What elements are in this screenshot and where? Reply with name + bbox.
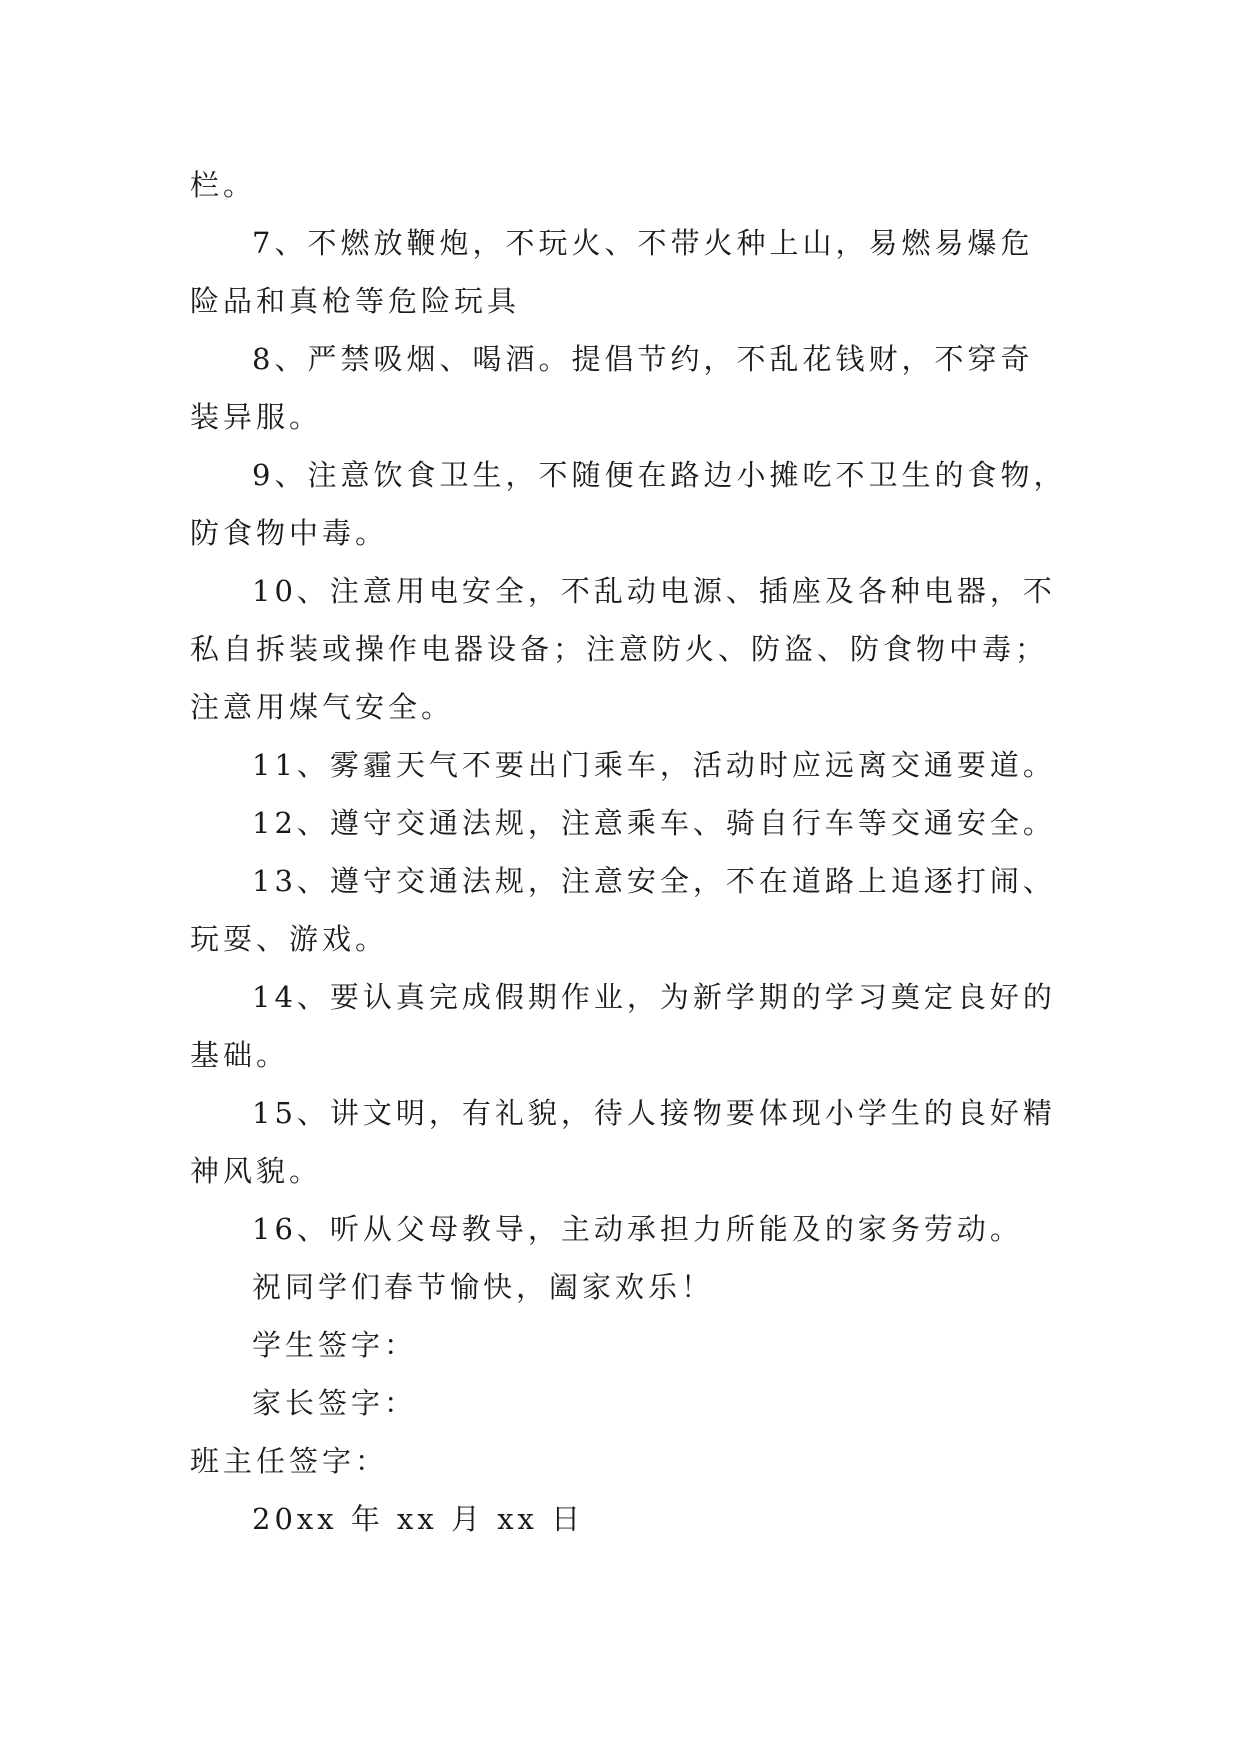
text-line: 9、注意饮食卫生，不随便在路边小摊吃不卫生的食物，	[252, 458, 1067, 492]
text-line: 15、讲文明，有礼貌，待人接物要体现小学生的良好精	[252, 1096, 1056, 1130]
text-line: 学生签字：	[252, 1328, 418, 1362]
text-line: 班主任签字：	[190, 1444, 389, 1478]
text-line: 20xx 年 xx 月 xx 日	[252, 1502, 585, 1536]
text-line: 13、遵守交通法规，注意安全，不在道路上追逐打闹、	[252, 864, 1056, 898]
text-line: 7、不燃放鞭炮，不玩火、不带火种上山，易燃易爆危	[252, 226, 1034, 260]
text-line: 基础。	[190, 1038, 290, 1072]
text-line: 家长签字：	[252, 1386, 418, 1420]
text-line: 8、严禁吸烟、喝酒。提倡节约，不乱花钱财，不穿奇	[252, 342, 1034, 376]
text-line: 11、雾霾天气不要出门乘车，活动时应远离交通要道。	[252, 748, 1056, 782]
text-line: 祝同学们春节愉快，阖家欢乐！	[252, 1270, 715, 1304]
text-line: 玩耍、游戏。	[190, 922, 389, 956]
text-line: 12、遵守交通法规，注意乘车、骑自行车等交通安全。	[252, 806, 1056, 840]
text-line: 注意用煤气安全。	[190, 690, 455, 724]
text-line: 10、注意用电安全，不乱动电源、插座及各种电器，不	[252, 574, 1056, 608]
text-line: 神风貌。	[190, 1154, 323, 1188]
text-line: 私自拆装或操作电器设备；注意防火、防盗、防食物中毒；	[190, 632, 1049, 666]
text-line: 装异服。	[190, 400, 323, 434]
text-line: 16、听从父母教导，主动承担力所能及的家务劳动。	[252, 1212, 1023, 1246]
text-line: 险品和真枪等危险玩具	[190, 284, 521, 318]
text-line: 栏。	[190, 168, 257, 202]
text-line: 14、要认真完成假期作业，为新学期的学习奠定良好的	[252, 980, 1056, 1014]
text-line: 防食物中毒。	[190, 516, 389, 550]
